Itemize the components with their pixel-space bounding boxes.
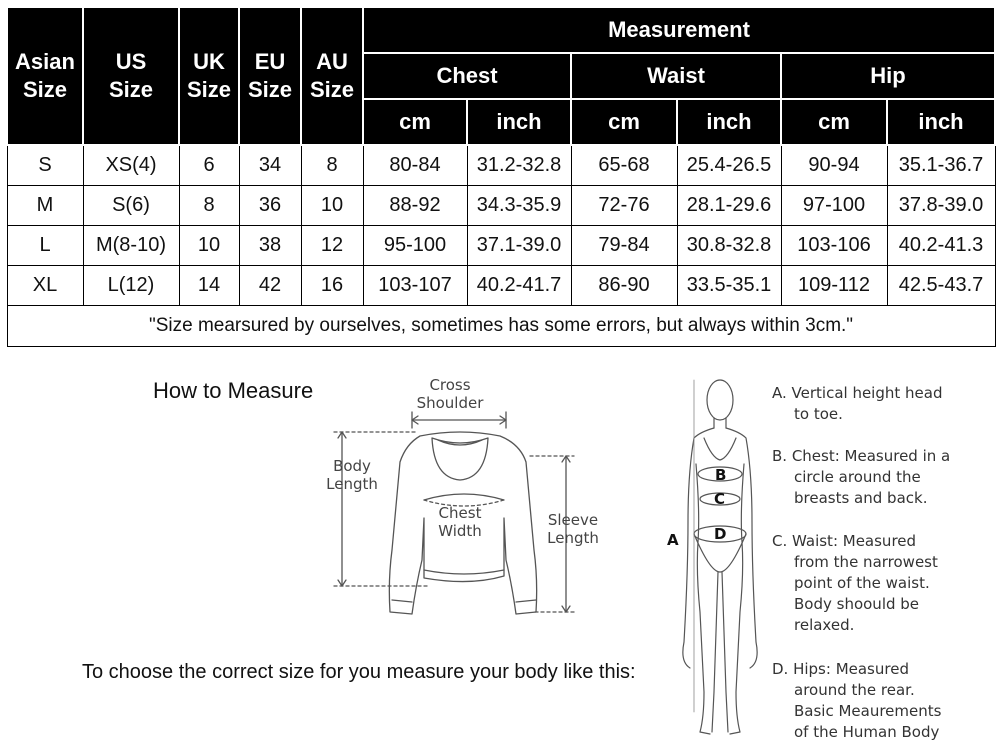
table-cell: M [7, 186, 83, 226]
header-eu-size: EU Size [239, 7, 301, 145]
header-waist-cm: cm [571, 99, 677, 145]
table-cell: 40.2-41.7 [467, 266, 571, 306]
how-to-measure-title: How to Measure [153, 378, 314, 403]
note-row [7, 306, 995, 347]
header-au-size: AU Size [301, 7, 363, 145]
header-us-size: US Size [83, 7, 179, 145]
table-cell: 38 [239, 226, 301, 266]
table-cell: 10 [179, 226, 239, 266]
header-measurement: Measurement [363, 7, 995, 53]
table-cell: 28.1-29.6 [677, 186, 781, 226]
header-chest-cm: cm [363, 99, 467, 145]
table-cell: 6 [179, 145, 239, 186]
legend-b: B. Chest: Measured in a circle around the breasts and back. [772, 447, 951, 507]
table-cell: 25.4-26.5 [677, 145, 781, 186]
table-cell: 65-68 [571, 145, 677, 186]
size-chart-table [6, 6, 996, 347]
body-letter-b: B [715, 466, 727, 484]
table-cell: XS(4) [83, 145, 179, 186]
table-cell: 10 [301, 186, 363, 226]
body-figure-illustration [670, 372, 770, 746]
table-cell: 14 [179, 266, 239, 306]
table-cell: 31.2-32.8 [467, 145, 571, 186]
header-chest-inch: inch [467, 99, 571, 145]
chest-width-label: Chest Width [438, 504, 482, 540]
table-cell: 35.1-36.7 [887, 145, 995, 186]
choose-size-instruction: To choose the correct size for you measure your body like this: [82, 661, 636, 683]
body-letter-d: D [714, 525, 727, 543]
table-row [7, 266, 995, 306]
table-cell: 90-94 [781, 145, 887, 186]
table-cell: M(8-10) [83, 226, 179, 266]
table-cell: 33.5-35.1 [677, 266, 781, 306]
cross-shoulder-label: Cross Shoulder [416, 376, 484, 412]
header-hip-cm: cm [781, 99, 887, 145]
table-cell: 42 [239, 266, 301, 306]
table-cell: 109-112 [781, 266, 887, 306]
legend-c: C. Waist: Measured from the narrowest point of the waist. Body shoould be relaxed. [772, 532, 938, 634]
table-cell: 16 [301, 266, 363, 306]
table-cell: 95-100 [363, 226, 467, 266]
table-row [7, 145, 995, 186]
table-cell: 37.8-39.0 [887, 186, 995, 226]
table-cell: 97-100 [781, 186, 887, 226]
sleeve-length-label: Sleeve Length [547, 511, 599, 547]
table-cell: 79-84 [571, 226, 677, 266]
table-cell: 8 [179, 186, 239, 226]
table-cell: 34.3-35.9 [467, 186, 571, 226]
table-cell: 30.8-32.8 [677, 226, 781, 266]
header-chest: Chest [363, 53, 571, 99]
table-cell: 12 [301, 226, 363, 266]
table-row [7, 226, 995, 266]
table-cell: 103-107 [363, 266, 467, 306]
header-asian-size: Asian Size [7, 7, 83, 145]
table-cell: 37.1-39.0 [467, 226, 571, 266]
table-cell: L(12) [83, 266, 179, 306]
table-cell: 72-76 [571, 186, 677, 226]
legend-d: D. Hips: Measured around the rear. Basic Meaurements of the Human Body [772, 660, 942, 741]
table-cell: 36 [239, 186, 301, 226]
header-uk-size: UK Size [179, 7, 239, 145]
table-cell: S(6) [83, 186, 179, 226]
table-row [7, 186, 995, 226]
body-length-label: Body Length [326, 457, 378, 493]
header-waist-inch: inch [677, 99, 781, 145]
table-cell: 86-90 [571, 266, 677, 306]
table-cell: 34 [239, 145, 301, 186]
table-cell: 103-106 [781, 226, 887, 266]
table-cell: 80-84 [363, 145, 467, 186]
table-cell: 88-92 [363, 186, 467, 226]
header-hip: Hip [781, 53, 995, 99]
header-waist: Waist [571, 53, 781, 99]
table-cell: 8 [301, 145, 363, 186]
body-letter-a: A [667, 531, 679, 549]
legend-a: A. Vertical height head to toe. [772, 384, 943, 423]
table-cell: 40.2-41.3 [887, 226, 995, 266]
header-hip-inch: inch [887, 99, 995, 145]
table-cell: L [7, 226, 83, 266]
body-letter-c: C [714, 490, 726, 508]
table-cell: 42.5-43.7 [887, 266, 995, 306]
measurement-note: "Size mearsured by ourselves, sometimes has some errors, but always within 3cm." [7, 306, 995, 347]
table-cell: S [7, 145, 83, 186]
table-cell: XL [7, 266, 83, 306]
